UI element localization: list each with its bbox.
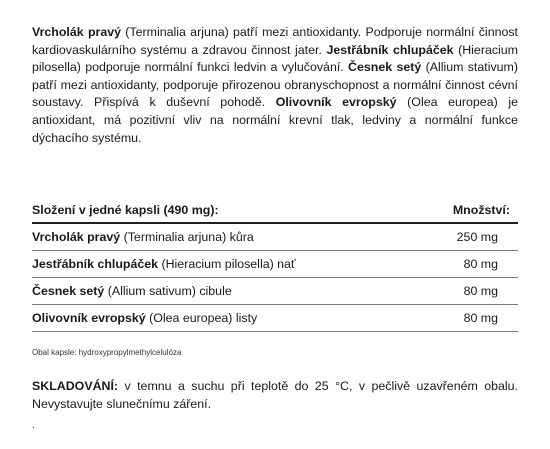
- herb-desc-cesnek: (Allium stativum) patří mezi antioxidanty, podporuje přirozenou obranyschopnost a normální činnost cévní soustavy. Přispívá k duševní pohodě.: [32, 60, 518, 110]
- table-header: [32, 198, 518, 224]
- ingredient-name: [32, 284, 418, 298]
- ingredient-name-bold: Česnek setý: [32, 284, 105, 298]
- ingredient-name-bold: Jestřábník chlupáček: [32, 257, 159, 271]
- header-composition: Složení v jedné kapsli (490 mg):: [32, 203, 219, 217]
- storage-text: v temnu a suchu při teplotě do 25 °C, v pečlivě uzavřeném obalu. Nevystavujte slunečnímu záření.: [32, 379, 518, 411]
- ingredient-name-detail: (Hieracium pilosella) nať: [158, 257, 296, 271]
- table-row: [32, 251, 518, 278]
- ingredient-amount: 80 mg: [463, 284, 498, 298]
- herb-name-olivovnik: Olivovník evropský: [275, 95, 397, 110]
- storage-label: SKLADOVÁNÍ:: [32, 379, 119, 393]
- herb-desc-jestrabnik: (Hieracium pilosella) podporuje normální funkci ledvin a vylučování.: [32, 42, 518, 75]
- herb-desc-vrcholak: (Terminalia arjuna) patří mezi antioxidanty. Podporuje normální činnost kardiovaskulárního systému a zdravou činnost jater.: [32, 25, 518, 57]
- herb-name-jestrabnik: Jestřábník chlupáček: [326, 42, 454, 57]
- intro-paragraph: [32, 24, 518, 147]
- storage-paragraph: [32, 378, 518, 413]
- table-row: [32, 305, 518, 332]
- ingredient-name-bold: Vrcholák pravý: [32, 230, 121, 244]
- herb-name-vrcholak: Vrcholák pravý: [32, 25, 122, 39]
- herb-name-cesnek: Česnek setý: [348, 60, 422, 75]
- ingredient-name-detail: (Terminalia arjuna) kůra: [120, 230, 254, 244]
- ingredient-amount: 250 mg: [456, 230, 498, 244]
- stray-dot: .: [32, 420, 35, 431]
- ingredient-name-detail: (Olea europea) listy: [145, 311, 258, 325]
- herb-desc-olivovnik: (Olea europea) je antioxidant, má pozitivní vliv na normální krevní tlak, ledviny a normální funkce dýchacího systému.: [32, 95, 518, 145]
- table-row: [32, 224, 518, 251]
- header-amount: Množství:: [452, 203, 510, 217]
- ingredient-name-detail: (Allium sativum) cibule: [104, 284, 232, 298]
- capsule-note: Obal kapsle: hydroxypropylmethylcelulóza: [32, 348, 182, 357]
- table-row: [32, 278, 518, 305]
- ingredient-name-bold: Olivovník evropský: [32, 311, 146, 325]
- ingredient-amount: 80 mg: [463, 257, 498, 271]
- ingredient-name: [32, 311, 418, 325]
- ingredient-name: [32, 230, 418, 244]
- ingredient-name: [32, 257, 418, 271]
- composition-table: [32, 198, 518, 332]
- ingredient-amount: 80 mg: [463, 311, 498, 325]
